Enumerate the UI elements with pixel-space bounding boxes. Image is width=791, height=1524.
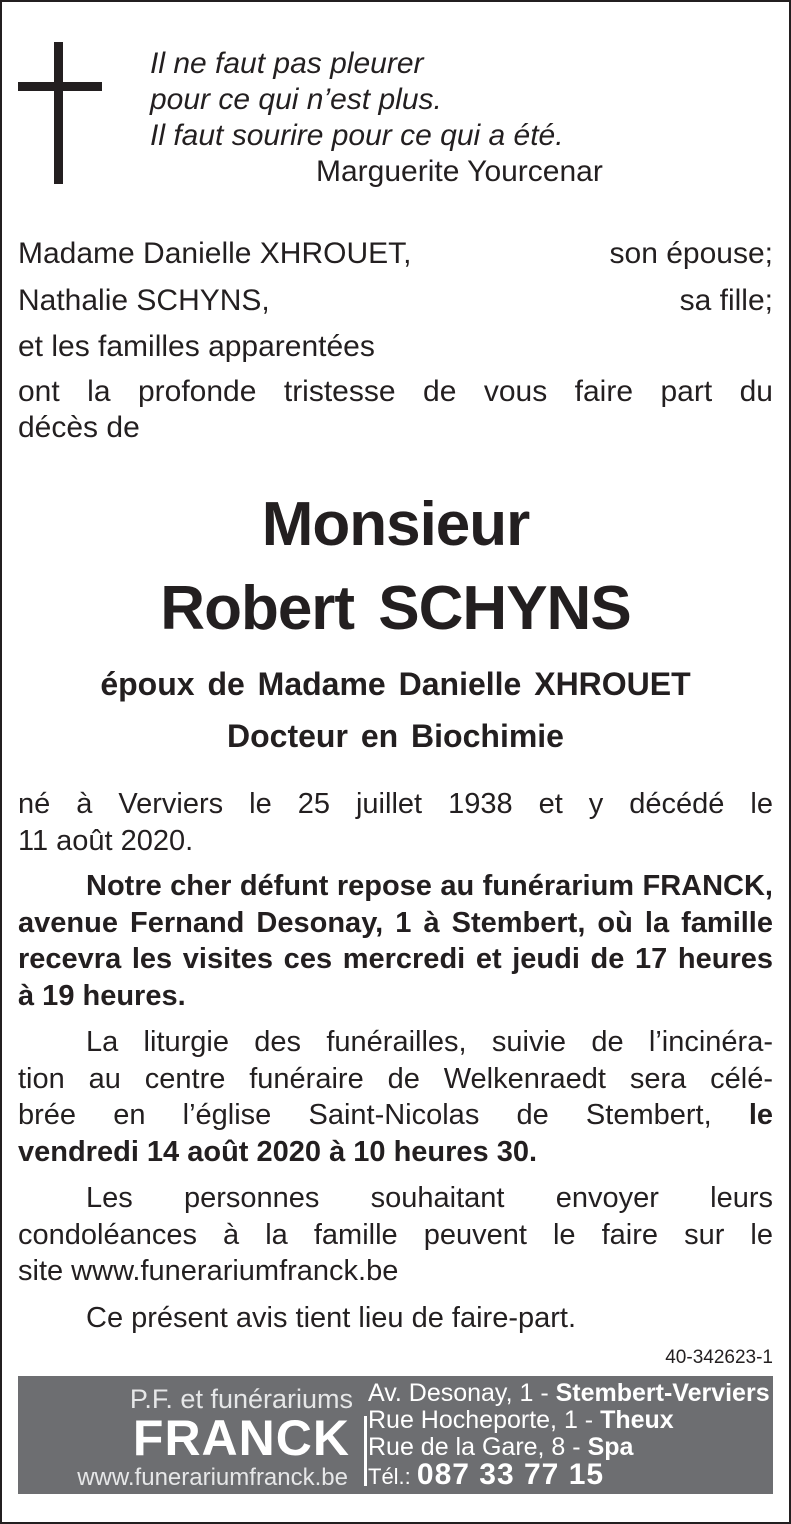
footer-addresses <box>368 1380 770 1490</box>
text-line: La liturgie des funérailles, suivie de l’incinéra- <box>86 1026 773 1058</box>
deceased-profession: Docteur en Biochimie <box>227 718 564 754</box>
family-member-relation: sa fille; <box>679 284 773 317</box>
text-line: 11 août 2020. <box>18 824 194 857</box>
address-street: Av. Desonay, 1 - <box>368 1379 556 1407</box>
footer-brand-logo: FRANCK <box>132 1410 350 1466</box>
text-segment: brée en l’église Saint-Nicolas de Stembert, <box>18 1099 712 1131</box>
address-street: Rue de la Gare, 8 - <box>368 1433 588 1461</box>
text-line: recevra les visites ces mercredi et jeudi de 17 heures <box>18 943 773 975</box>
text-line: à 19 heures. <box>18 979 186 1012</box>
footer-phone <box>368 1458 770 1491</box>
family-member <box>18 236 773 272</box>
condolences-paragraph <box>18 1180 773 1290</box>
phone-label: Tél.: <box>368 1464 417 1489</box>
reference-number: 40-342623-1 <box>665 1347 773 1368</box>
text-line: Notre cher défunt repose au funérarium FRANCK, <box>86 870 773 902</box>
intro-line: décès de <box>18 411 140 444</box>
footer-address <box>368 1434 770 1461</box>
text-line: tion au centre funéraire de Welkenraedt sera célé- <box>18 1062 773 1095</box>
text-line: condoléances à la famille peuvent le faire sur le <box>18 1218 773 1251</box>
text-segment-bold: le <box>748 1099 773 1131</box>
text-line: vendredi 14 août 2020 à 10 heures 30. <box>18 1135 538 1168</box>
quote <box>150 46 564 154</box>
footer-website: www.funerariumfranck.be <box>77 1464 348 1491</box>
funeral-home-footer <box>18 1376 773 1494</box>
address-city: Spa <box>587 1433 634 1461</box>
family-member-name: Madame Danielle XHROUET, <box>18 237 412 270</box>
family-member-name: Nathalie SCHYNS, <box>18 284 270 317</box>
deceased-name: Robert SCHYNS <box>160 574 631 643</box>
text-line: site www.funerariumfranck.be <box>18 1255 399 1287</box>
quote-author: Marguerite Yourcenar <box>316 155 603 188</box>
footer-divider <box>364 1416 367 1486</box>
family-member-relation: son épouse; <box>609 237 773 270</box>
birth-paragraph <box>18 786 773 859</box>
quote-line: Il ne faut pas pleurer <box>150 47 424 80</box>
intro-line: ont la profonde tristesse de vous faire part du <box>18 375 773 408</box>
footer-address <box>368 1407 770 1434</box>
address-city: Theux <box>600 1406 674 1434</box>
address-city: Stembert-Verviers <box>555 1379 770 1407</box>
quote-line: pour ce qui n’est plus. <box>150 83 442 116</box>
text-line: né à Verviers le 25 juillet 1938 et y décédé le <box>18 788 773 820</box>
intro-line: et les familles apparentées <box>18 330 375 363</box>
deceased-spouse: époux de Madame Danielle XHROUET <box>100 666 691 702</box>
cross-icon <box>18 42 102 184</box>
liturgy-paragraph <box>18 1024 773 1170</box>
address-street: Rue Hocheporte, 1 - <box>368 1406 601 1434</box>
text-line: avenue Fernand Desonay, 1 à Stembert, où la famille <box>18 906 773 939</box>
text-line: Les personnes souhaitant envoyer leurs <box>86 1182 773 1214</box>
closing-text: Ce présent avis tient lieu de faire-part. <box>86 1302 577 1334</box>
closing-paragraph <box>18 1300 773 1337</box>
footer-address <box>368 1380 770 1407</box>
deceased-title: Monsieur <box>261 490 530 559</box>
family-member <box>18 283 773 319</box>
quote-line: Il faut sourire pour ce qui a été. <box>150 119 564 152</box>
visit-paragraph <box>18 868 773 1014</box>
phone-number: 087 33 77 15 <box>416 1458 605 1491</box>
footer-tagline: P.F. et funérariums <box>129 1384 353 1414</box>
text-line <box>18 1097 773 1134</box>
